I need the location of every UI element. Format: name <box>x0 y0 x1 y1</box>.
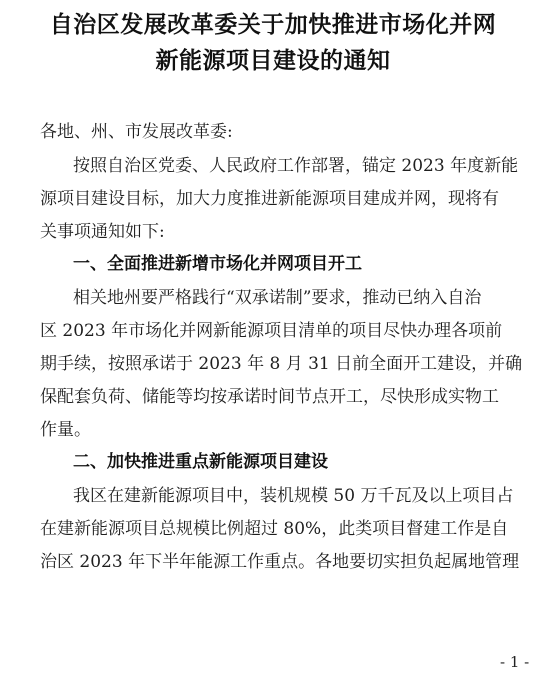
intro-line-3: 关事项通知如下: <box>40 222 165 242</box>
section-1-line-1: 相关地州要严格践行“双承诺制”要求，推动已纳入自治 <box>73 288 482 308</box>
salutation: 各地、州、市发展改革委: <box>40 122 233 142</box>
section-2-line-2: 在建新能源项目总规模比例超过 80%，此类项目督建工作是自 <box>40 519 509 539</box>
section-2-line-1: 我区在建新能源项目中，装机规模 50 万千瓦及以上项目占 <box>73 486 514 506</box>
section-2-heading: 二、加快推进重点新能源项目建设 <box>73 452 328 472</box>
section-2-line-3: 治区 2023 年下半年能源工作重点。各地要切实担负起属地管理 <box>40 552 520 572</box>
document-title-line-2: 新能源项目建设的通知 <box>155 48 391 74</box>
section-1-line-5: 作量。 <box>40 420 91 440</box>
section-1-line-2: 区 2023 年市场化并网新能源项目清单的项目尽快办理各项前 <box>40 321 503 341</box>
intro-line-2: 源项目建设目标，加大力度推进新能源项目建成并网，现将有 <box>40 189 499 209</box>
document-title-line-1: 自治区发展改革委关于加快推进市场化并网 <box>49 12 497 38</box>
page-number: - 1 - <box>500 653 530 671</box>
section-1-heading: 一、全面推进新增市场化并网项目开工 <box>73 254 362 274</box>
intro-line-1: 按照自治区党委、人民政府工作部署，锚定 2023 年度新能 <box>73 156 519 176</box>
section-1-line-3: 期手续，按照承诺于 2023 年 8 月 31 日前全面开工建设，并确 <box>40 354 523 374</box>
section-1-line-4: 保配套负荷、储能等均按承诺时间节点开工，尽快形成实物工 <box>40 387 499 407</box>
